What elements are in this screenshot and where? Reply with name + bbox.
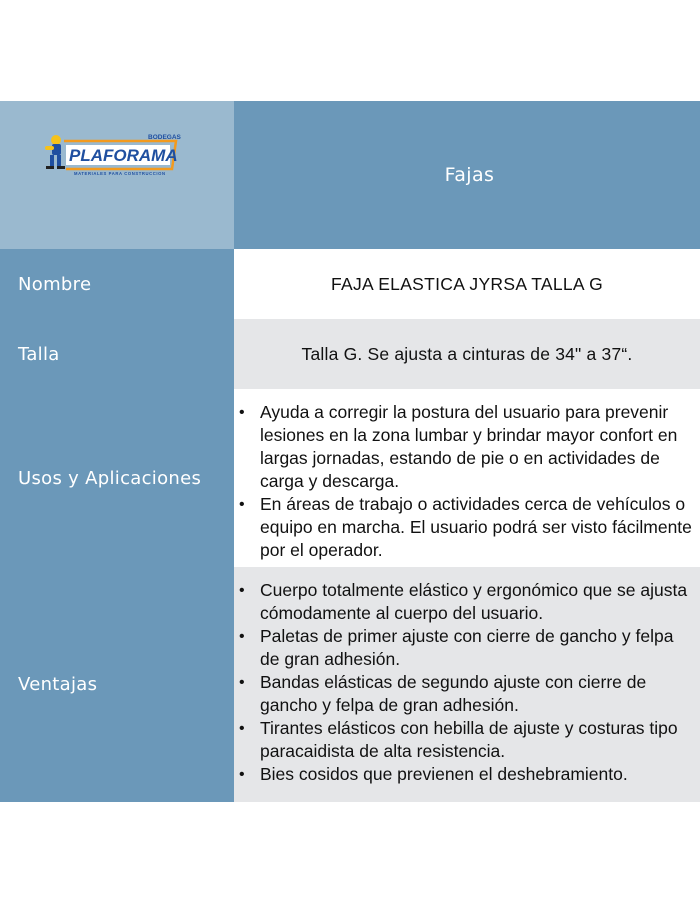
product-spec-sheet xyxy=(0,101,700,802)
list-item: • Cuerpo totalmente elástico y ergonómico que se ajusta cómodamente al cuerpo del usuario. xyxy=(234,579,700,625)
list-item: • Bies cosidos que previenen el deshebramiento. xyxy=(234,763,700,786)
list-item: • En áreas de trabajo o actividades cerca de vehículos o equipo en marcha. El usuario podrá ser visto fácilmente por el operador. xyxy=(234,493,700,562)
list-item: • Paletas de primer ajuste con cierre de gancho y felpa de gran adhesión. xyxy=(234,625,700,671)
ventajas-label: Ventajas xyxy=(0,567,234,802)
ventajas-list xyxy=(234,579,700,786)
list-item: • Tirantes elásticos con hebilla de ajuste y costuras tipo paracaidista de alta resistencia. xyxy=(234,717,700,763)
usos-label: Usos y Aplicaciones xyxy=(0,389,234,567)
usos-list xyxy=(234,401,700,562)
usos-value xyxy=(234,389,700,567)
page-title: Fajas xyxy=(234,101,700,249)
talla-value: Talla G. Se ajusta a cinturas de 34" a 37“. xyxy=(234,319,700,389)
list-item: • Bandas elásticas de segundo ajuste con cierre de gancho y felpa de gran adhesión. xyxy=(234,671,700,717)
svg-text:MATERIALES PARA CONSTRUCCION: MATERIALES PARA CONSTRUCCION xyxy=(74,171,166,176)
ventajas-value xyxy=(234,567,700,802)
talla-label: Talla xyxy=(0,319,234,389)
list-item: • Ayuda a corregir la postura del usuario para prevenir lesiones en la zona lumbar y brindar mayor confort en largas jornadas, estando de pie o en actividades de carga y descarga. xyxy=(234,401,700,493)
logo-cell xyxy=(0,101,234,249)
nombre-label: Nombre xyxy=(0,249,234,319)
nombre-value: FAJA ELASTICA JYRSA TALLA G xyxy=(234,249,700,319)
header-row xyxy=(0,101,700,249)
row-talla xyxy=(0,319,700,389)
plaforama-logo xyxy=(42,131,182,181)
row-usos xyxy=(0,389,700,567)
svg-text:PLAFORAMA: PLAFORAMA xyxy=(69,146,178,165)
svg-text:BODEGAS: BODEGAS xyxy=(148,134,181,141)
row-ventajas xyxy=(0,567,700,802)
hardhat-icon xyxy=(51,135,61,145)
row-nombre xyxy=(0,249,700,319)
